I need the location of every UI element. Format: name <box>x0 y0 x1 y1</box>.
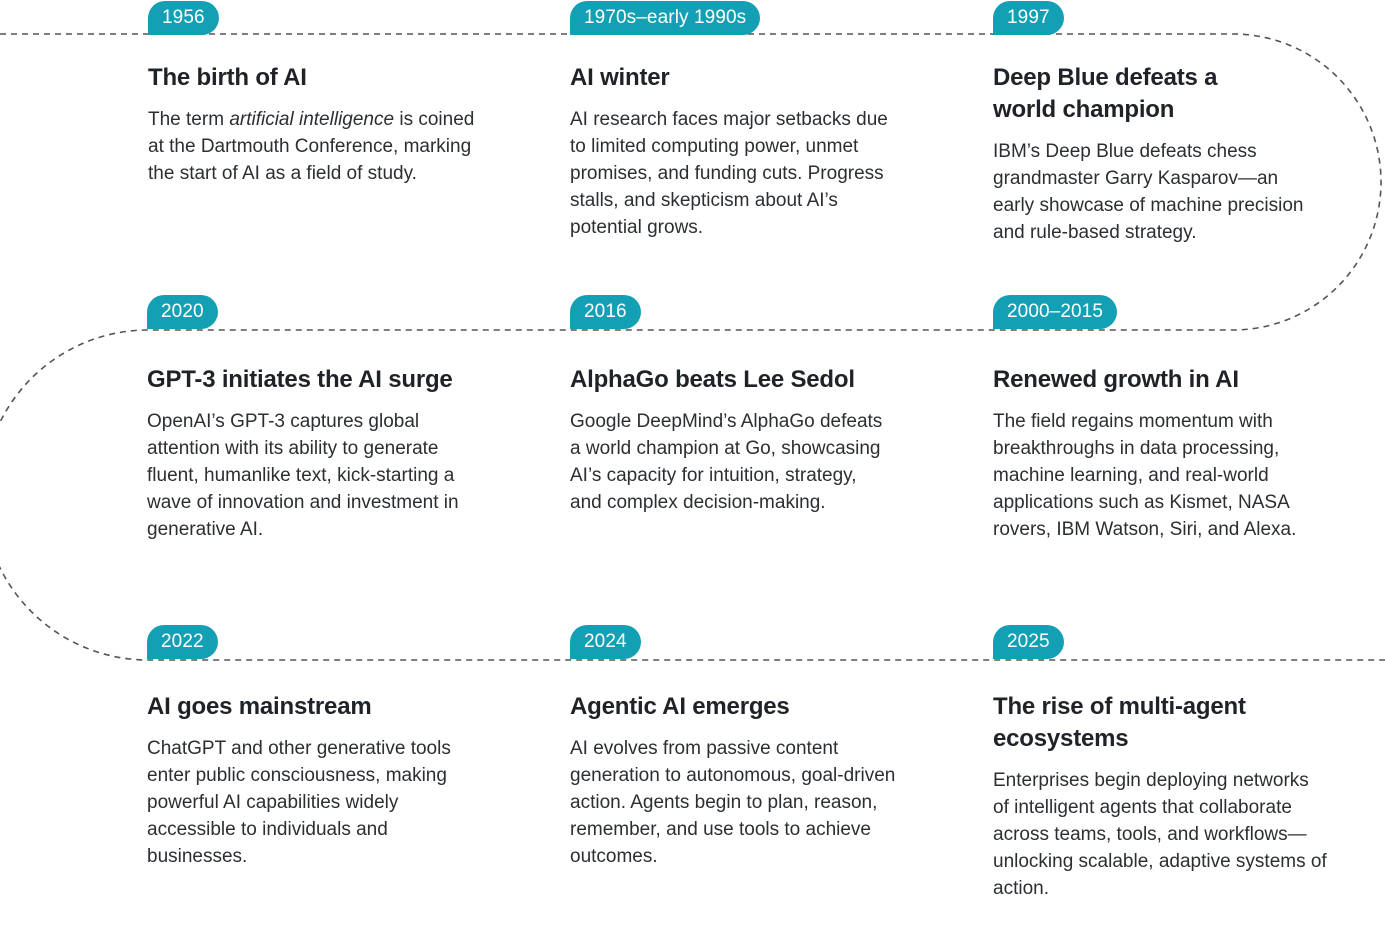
event-description: AI evolves from passive content generation to autonomous, goal-driven action. Agents begin to plan, reason, remember, and use tools to achieve outcomes. <box>570 738 896 867</box>
year-badge: 1997 <box>993 1 1064 35</box>
year-badge: 2020 <box>147 295 218 329</box>
year-badge: 2022 <box>147 625 218 659</box>
event-description: OpenAI’s GPT-3 captures global attention with its ability to generate fluent, humanlike text, kick-starting a wave of innovation and investment in generative AI. <box>147 411 459 540</box>
emphasis-term: artificial intelligence <box>229 109 395 130</box>
year-badge: 2016 <box>570 295 641 329</box>
year-badge: 1956 <box>148 1 219 35</box>
event-description: IBM’s Deep Blue defeats chess grandmaster Garry Kasparov—an early showcase of machine precision and rule-based strategy. <box>993 141 1304 243</box>
event-title: Renewed growth in AI <box>993 366 1239 393</box>
event-title: AI winter <box>570 64 670 91</box>
event-title: GPT-3 initiates the AI surge <box>147 366 453 393</box>
event-title: AI goes mainstream <box>147 693 372 720</box>
year-badge: 1970s–early 1990s <box>570 1 760 35</box>
event-description: The field regains momentum with breakthroughs in data processing, machine learning, and real-world applications such as Kismet, NASA rovers, IBM Watson, Siri, and Alexa. <box>993 411 1297 540</box>
event-title: AlphaGo beats Lee Sedol <box>570 366 855 393</box>
event-description: Enterprises begin deploying networks of intelligent agents that collaborate across teams, tools, and workflows—unlocking scalable, adaptive systems of action. <box>993 770 1327 899</box>
event-description: ChatGPT and other generative tools enter public consciousness, making powerful AI capabilities widely accessible to individuals and businesses. <box>147 738 451 867</box>
event-description: AI research faces major setbacks due to limited computing power, unmet promises, and funding cuts. Progress stalls, and skepticism about AI’s potential grows. <box>570 109 888 238</box>
year-badge: 2000–2015 <box>993 295 1117 329</box>
event-description: Google DeepMind’s AlphaGo defeats a world champion at Go, showcasing AI’s capacity for intuition, strategy, and complex decision-making. <box>570 411 883 513</box>
event-title: Agentic AI emerges <box>570 693 790 720</box>
event-title: The rise of multi-agent ecosystems <box>993 693 1246 752</box>
event-title: Deep Blue defeats a world champion <box>993 64 1218 123</box>
event-description: The term artificial intelligence is coined at the Dartmouth Conference, marking the start of AI as a field of study. <box>148 109 475 184</box>
event-title: The birth of AI <box>148 64 307 91</box>
year-badge: 2025 <box>993 625 1064 659</box>
year-badge: 2024 <box>570 625 641 659</box>
